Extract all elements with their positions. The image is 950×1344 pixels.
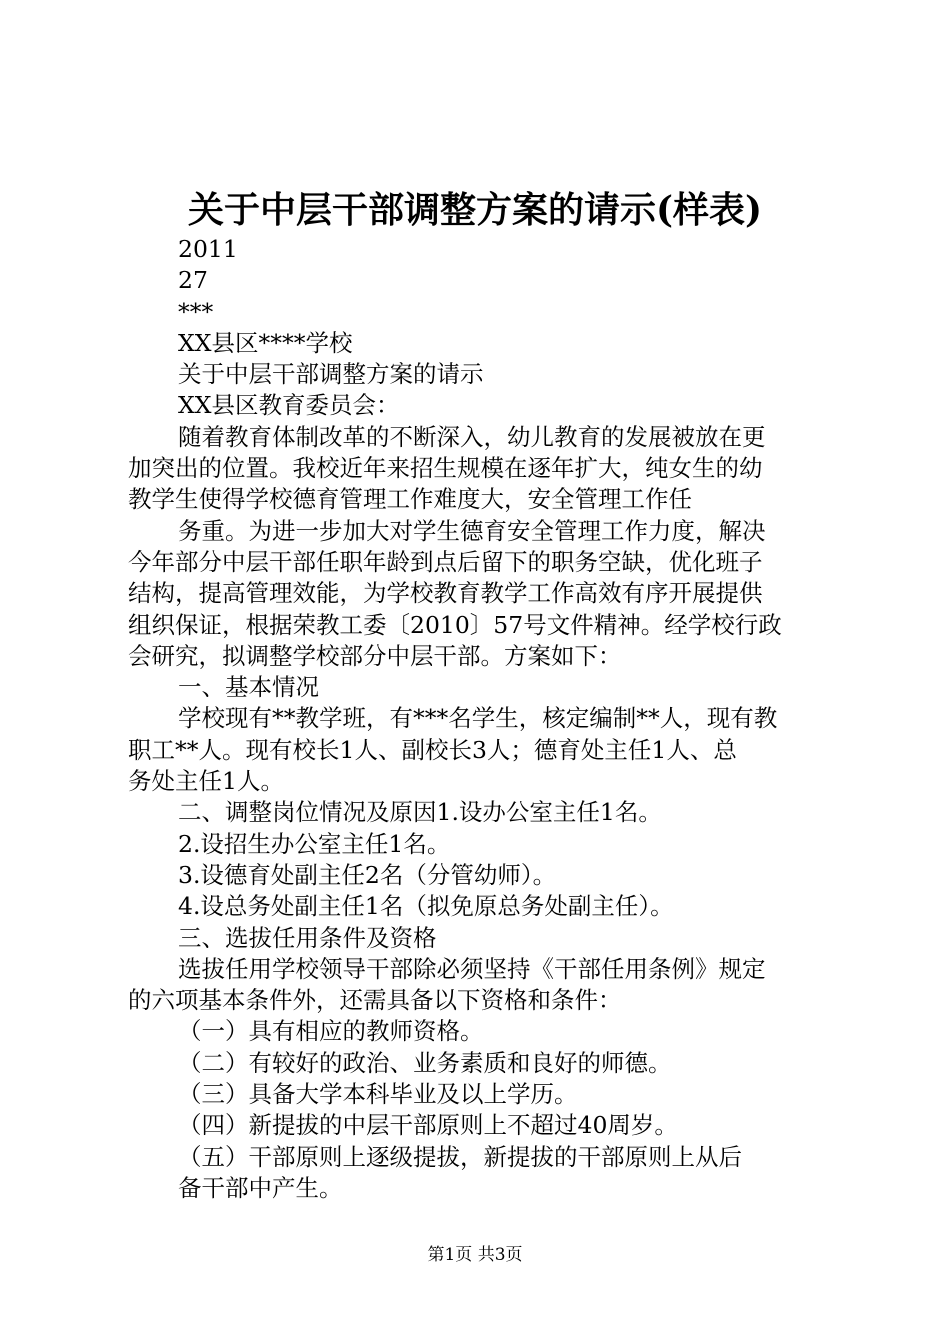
text-line: （三）具备大学本科毕业及以上学历。	[178, 1080, 578, 1109]
text-line: XX县区教育委员会：	[178, 391, 400, 420]
text-line: 组织保证，根据荣教工委〔2010〕57号文件精神。经学校行政	[128, 610, 782, 639]
text-line: 随着教育体制改革的不断深入，幼儿教育的发展被放在更	[178, 422, 766, 451]
text-line: （一）具有相应的教师资格。	[178, 1017, 484, 1046]
text-line: 备干部中产生。	[178, 1173, 343, 1202]
text-line: 结构，提高管理效能，为学校教育教学工作高效有序开展提供	[128, 579, 763, 608]
text-line: 三、选拔任用条件及资格	[178, 923, 437, 952]
text-line: 27	[178, 266, 208, 295]
page-footer: 第1页 共3页	[427, 1245, 523, 1265]
text-line: 教学生使得学校德育管理工作难度大，安全管理工作任	[128, 485, 692, 514]
text-line: 选拔任用学校领导干部除必须坚持《干部任用条例》规定	[178, 954, 766, 983]
text-line: 4.设总务处副主任1名（拟免原总务处副主任）。	[178, 892, 674, 921]
text-line: 2011	[178, 235, 238, 263]
text-line: 今年部分中层干部任职年龄到点后留下的职务空缺，优化班子	[128, 547, 763, 576]
text-line: 2.设招生办公室主任1名。	[178, 829, 451, 858]
document-title: 关于中层干部调整方案的请示(样表)	[187, 189, 763, 231]
document-body	[128, 234, 838, 1204]
text-line: （五）干部原则上逐级提拔，新提拔的干部原则上从后	[178, 1142, 742, 1171]
text-line: 务重。为进一步加大对学生德育安全管理工作力度，解决	[178, 516, 766, 545]
text-line: 一、基本情况	[178, 673, 319, 702]
text-line: 务处主任1人。	[128, 767, 284, 796]
text-line: 3.设德育处副主任2名（分管幼师）。	[178, 860, 557, 889]
text-line: XX县区****学校	[178, 328, 353, 357]
text-line: 加突出的位置。我校近年来招生规模在逐年扩大，纯女生的幼	[128, 454, 763, 483]
text-line: 的六项基本条件外，还需具备以下资格和条件：	[128, 986, 622, 1015]
text-line: 职工**人。现有校长1人、副校长3人；德育处主任1人、总	[128, 735, 737, 764]
text-line: 关于中层干部调整方案的请示	[178, 360, 484, 389]
text-line: ***	[178, 297, 214, 326]
text-line: 会研究，拟调整学校部分中层干部。方案如下：	[128, 641, 622, 670]
text-line: 二、调整岗位情况及原因1.设办公室主任1名。	[178, 798, 662, 827]
text-line: 学校现有**教学班，有***名学生，核定编制**人，现有教	[178, 704, 778, 733]
text-line: （二）有较好的政治、业务素质和良好的师德。	[178, 1048, 672, 1077]
text-line: （四）新提拔的中层干部原则上不超过40周岁。	[178, 1111, 678, 1140]
